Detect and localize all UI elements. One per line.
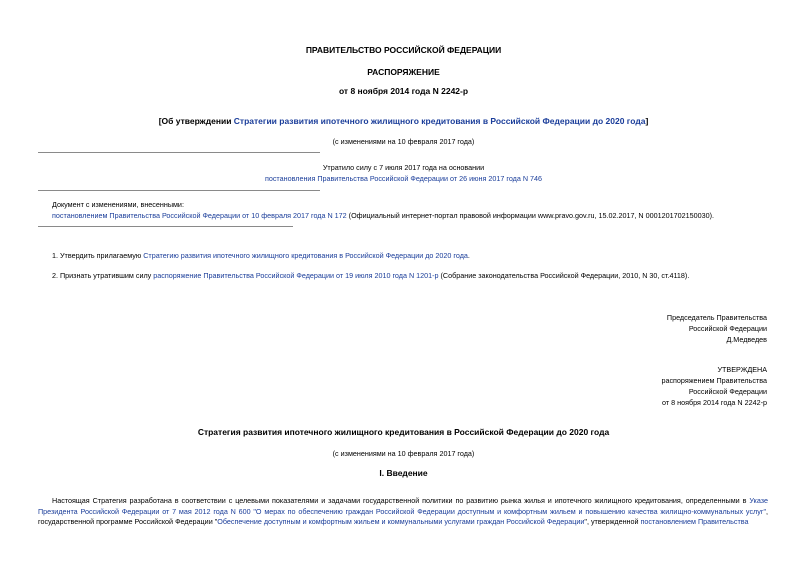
changes-link[interactable]: постановлением Правительства Российской Федерации от 10 февраля 2017 года N 172 — [52, 211, 347, 220]
program-link[interactable]: Обеспечение доступным и комфортным жильем и коммунальными услугами граждан Российской Федерации — [217, 517, 585, 526]
title-open: [Об утверждении — [158, 116, 234, 126]
changes-rest: (Официальный интернет-портал правовой информации www.pravo.gov.ru, 15.02.2017, N 0001201702150030). — [346, 211, 714, 220]
section-heading: I. Введение — [379, 468, 428, 478]
para-text: , государственной программе Российской Федерации " — [38, 506, 768, 526]
document-type: РАСПОРЯЖЕНИЕ — [367, 67, 440, 77]
government-title: ПРАВИТЕЛЬСТВО РОССИЙСКОЙ ФЕДЕРАЦИИ — [305, 45, 502, 55]
title-close: ] — [645, 116, 649, 126]
item-suffix: . — [467, 251, 470, 260]
divider — [38, 152, 320, 153]
list-item — [52, 271, 689, 280]
amended-note: (с изменениями на 10 февраля 2017 года) — [332, 137, 475, 146]
para-text: ", утвержденной — [584, 517, 641, 526]
signature-country: Российской Федерации — [688, 324, 767, 333]
document-date: от 8 ноября 2014 года N 2242-р — [338, 86, 469, 96]
divider — [38, 190, 320, 191]
intro-paragraph — [38, 496, 768, 528]
item-prefix: 2. Признать утратившим силу — [52, 271, 154, 280]
approved-line: Российской Федерации — [688, 387, 767, 396]
strategy-title: Стратегия развития ипотечного жилищного кредитования в Российской Федерации до 2020 года — [197, 427, 610, 437]
resolution-link[interactable]: постановлением Правительства — [640, 517, 749, 526]
signature-name: Д.Медведев — [726, 335, 767, 344]
item-prefix: 1. Утвердить прилагаемую — [52, 251, 144, 260]
signature-title: Председатель Правительства — [666, 313, 767, 322]
list-item — [52, 251, 470, 260]
strategy-amended: (с изменениями на 10 февраля 2017 года) — [332, 449, 475, 458]
changes-label: Документ с изменениями, внесенными: — [52, 200, 184, 209]
title-link[interactable]: Стратегии развития ипотечного жилищного кредитования в Российской Федерации до 2020 года — [233, 116, 646, 126]
item-link[interactable]: распоряжение Правительства Российской Федерации от 19 июля 2010 года N 1201-р — [153, 271, 439, 280]
expired-link[interactable]: постановления Правительства Российской Федерации от 26 июня 2017 года N 746 — [264, 174, 543, 183]
item-suffix: (Собрание законодательства Российской Федерации, 2010, N 30, ст.4118). — [438, 271, 690, 280]
changes-line — [52, 211, 714, 220]
expired-note: Утратило силу с 7 июля 2017 года на основании — [322, 163, 485, 172]
approved-line: распоряжением Правительства — [661, 376, 767, 385]
divider — [38, 226, 293, 227]
para-text: Настоящая Стратегия разработана в соответствии с целевыми показателями и задачами государственной политики по развитию рынка жилья и ипотечного жилищного кредитования, определенными в — [52, 496, 750, 505]
item-link[interactable]: Стратегию развития ипотечного жилищного кредитования в Российской Федерации до 2020 года — [143, 251, 468, 260]
decree-link[interactable]: Указе Президента Российской Федерации от 7 мая 2012 года N 600 "О мерах по обеспечению граждан Российской Федерации доступным и комфортным жильем и повышению качества жилищно-коммунальных услуг" — [38, 496, 768, 516]
approved-label: УТВЕРЖДЕНА — [717, 365, 767, 374]
approved-date: от 8 ноября 2014 года N 2242-р — [662, 398, 767, 407]
document-title — [0, 116, 807, 126]
